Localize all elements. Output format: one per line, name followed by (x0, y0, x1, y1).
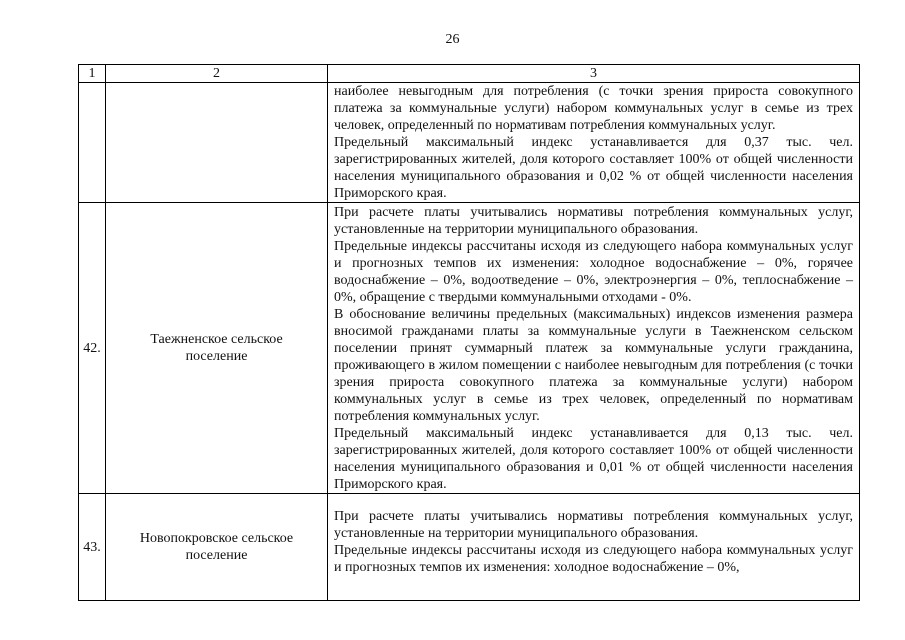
column-header-2: 2 (106, 65, 328, 83)
column-header-3: 3 (328, 65, 860, 83)
description-paragraph: Предельный максимальный индекс устанавливается для 0,13 тыс. чел. зарегистрированных жителей, доля которого составляет 100% от общей численности населения муниципального образования и 0,01 % от общей численности населения Приморского края. (334, 426, 853, 492)
row-description (328, 494, 860, 601)
column-header-1: 1 (79, 65, 106, 83)
description-paragraph: Предельные индексы рассчитаны исходя из следующего набора коммунальных услуг и прогнозных темпов их изменения: холодное водоснабжение – 0%, (334, 543, 853, 575)
settlement-name (106, 83, 328, 203)
page-number: 26 (445, 32, 460, 47)
description-paragraph: Предельные индексы рассчитаны исходя из следующего набора коммунальных услуг и прогнозных темпов их изменения: холодное водоснабжение – 0%, горячее водоснабжение – 0%, водоотведение – 0%, электроэнергия – 0%, теплоснабжение – 0%, обращение с твердыми коммунальными отходами - 0%. (334, 239, 853, 305)
row-description (328, 203, 860, 494)
description-paragraph: При расчете платы учитывались нормативы потребления коммунальных услуг, установленные на территории муниципального образования. (334, 205, 853, 237)
row-description (328, 83, 860, 203)
description-paragraph: При расчете платы учитывались нормативы потребления коммунальных услуг, установленные на территории муниципального образования. (334, 509, 853, 541)
table-row (79, 203, 860, 494)
row-number: 42. (79, 203, 106, 494)
table-row (79, 494, 860, 601)
description-paragraph: наиболее невыгодным для потребления (с точки зрения прироста совокупного платежа за коммунальные услуги) набором коммунальных услуг в семье из трех человек, определенный по нормативам потребления коммунальных услуг. (334, 84, 853, 133)
row-number (79, 83, 106, 203)
description-paragraph: Предельный максимальный индекс устанавливается для 0,37 тыс. чел. зарегистрированных жителей, доля которого составляет 100% от общей численности населения муниципального образования и 0,02 % от общей численности населения Приморского края. (334, 135, 853, 201)
document-table (78, 64, 860, 601)
description-paragraph: В обоснование величины предельных (максимальных) индексов изменения размера вносимой гражданами платы за коммунальные услуги в Таежненском сельском поселении принят суммарный платеж за коммунальные услуги гражданина, проживающего в жилом помещении с наиболее невыгодным для потребления (с точки зрения прироста совокупного платежа за коммунальные услуги) набором коммунальных услуг в семье из трех человек, определенный по нормативам потребления коммунальных услуг. (334, 307, 853, 424)
table-row (79, 83, 860, 203)
settlement-name: Таежненское сельское поселение (106, 203, 328, 494)
row-number: 43. (79, 494, 106, 601)
table-header-row (79, 65, 860, 83)
settlement-name: Новопокровское сельское поселение (106, 494, 328, 601)
